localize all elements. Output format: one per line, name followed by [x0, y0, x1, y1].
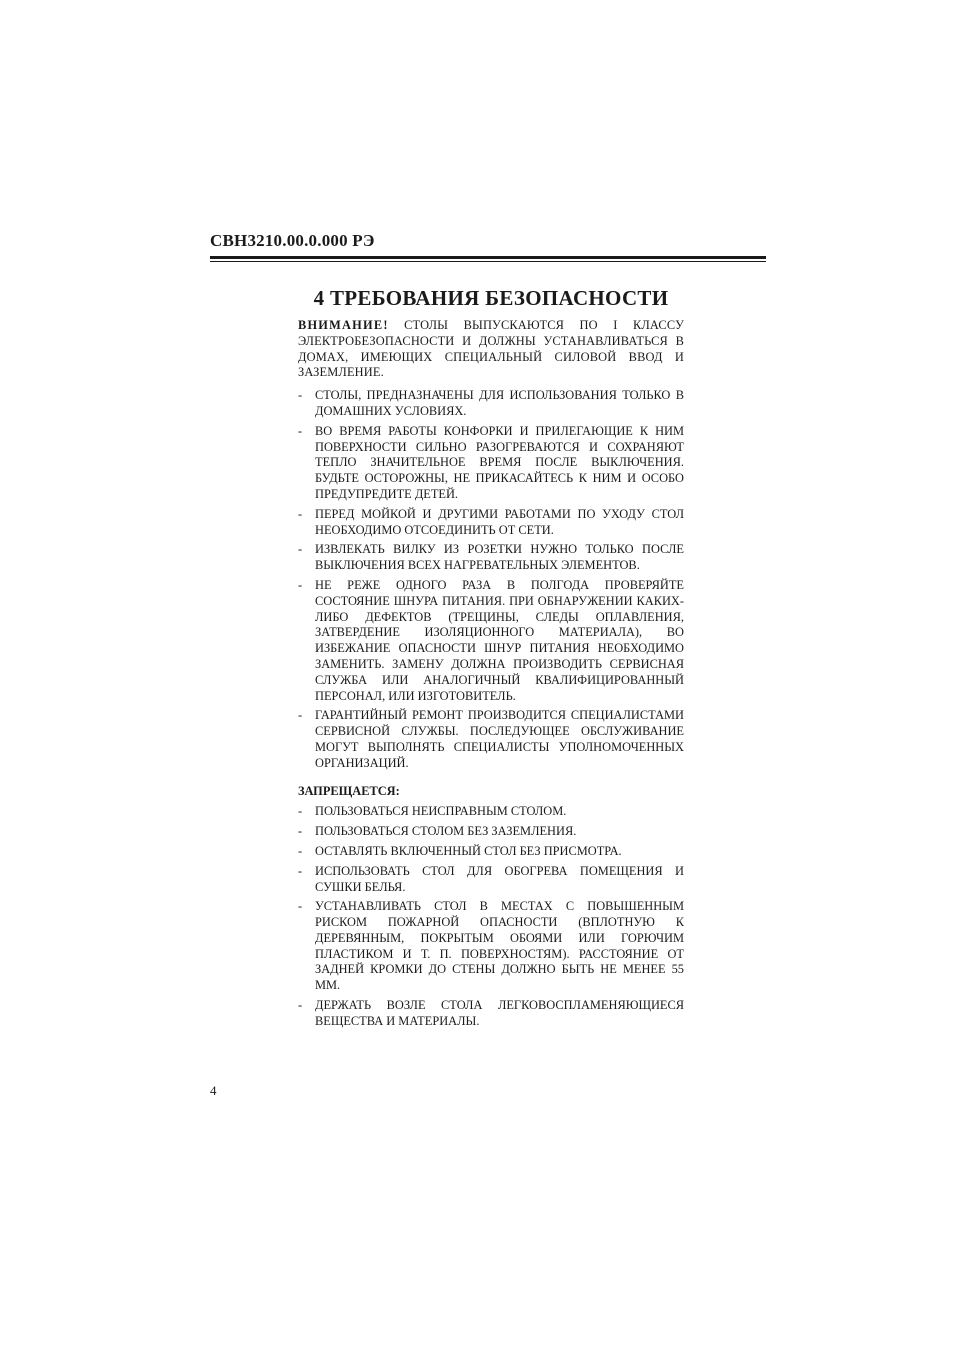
- list-item: [298, 578, 684, 704]
- document-code: СВН3210.00.0.000 РЭ: [210, 231, 375, 250]
- list-dash: -: [298, 899, 303, 914]
- list-dash: -: [298, 824, 303, 839]
- warning-paragraph: [298, 318, 684, 381]
- list-item: [298, 824, 684, 840]
- list-item: [298, 899, 684, 994]
- list-item: [298, 708, 684, 771]
- list-item-text: ГАРАНТИЙНЫЙ РЕМОНТ ПРОИЗВОДИТСЯ СПЕЦИАЛИСТАМИ СЕРВИСНОЙ СЛУЖБЫ. ПОСЛЕДУЮЩЕЕ ОБСЛУЖИВАНИЕ МОГУТ ВЫПОЛНЯТЬ СПЕЦИАЛИСТЫ УПОЛНОМОЧЕННЫХ ОРГАНИЗАЦИЙ.: [315, 708, 684, 770]
- list-dash: -: [298, 708, 303, 723]
- forbidden-heading: ЗАПРЕЩАЕТСЯ:: [298, 783, 400, 798]
- list-dash: -: [298, 863, 303, 878]
- list-item: [298, 507, 684, 539]
- list-item-text: ОСТАВЛЯТЬ ВКЛЮЧЕННЫЙ СТОЛ БЕЗ ПРИСМОТРА.: [315, 843, 622, 858]
- list-item: [298, 424, 684, 503]
- list-dash: -: [298, 423, 303, 438]
- list-item-text: ДЕРЖАТЬ ВОЗЛЕ СТОЛА ЛЕГКОВОСПЛАМЕНЯЮЩИЕСЯ ВЕЩЕСТВА И МАТЕРИАЛЫ.: [315, 998, 684, 1028]
- warning-text: СТОЛЫ ВЫПУСКАЮТСЯ ПО I КЛАССУ ЭЛЕКТРОБЕЗОПАСНОСТИ И ДОЛЖНЫ УСТАНАВЛИВАТЬСЯ В ДОМАХ, ИМЕЮЩИХ СПЕЦИАЛЬНЫЙ СИЛОВОЙ ВВОД И ЗАЗЕМЛЕНИЕ.: [298, 318, 684, 380]
- list-item: [298, 844, 684, 860]
- list-item-text: ИСПОЛЬЗОВАТЬ СТОЛ ДЛЯ ОБОГРЕВА ПОМЕЩЕНИЯ И СУШКИ БЕЛЬЯ.: [315, 863, 684, 894]
- header-rule-thin: [210, 261, 766, 262]
- list-item: [298, 864, 684, 896]
- list-item: [298, 998, 684, 1030]
- list-item-text: УСТАНАВЛИВАТЬ СТОЛ В МЕСТАХ С ПОВЫШЕННЫМ РИСКОМ ПОЖАРНОЙ ОПАСНОСТИ (ВПЛОТНУЮ К ДЕРЕВЯННЫМ, ПОКРЫТЫМ ОБОЯМИ ИЛИ ГОРЮЧИМ ПЛАСТИКОМ И Т. П. ПОВЕРХНОСТЯМ). РАССТОЯНИЕ ОТ ЗАДНЕЙ КРОМКИ ДО СТЕНЫ ДОЛЖНО БЫТЬ НЕ МЕНЕЕ 55 ММ.: [315, 899, 684, 993]
- requirements-list: [298, 388, 684, 771]
- section-title: 4 ТРЕБОВАНИЯ БЕЗОПАСНОСТИ: [313, 286, 669, 310]
- page-number: 4: [210, 1083, 217, 1098]
- list-item-text: НЕ РЕЖЕ ОДНОГО РАЗА В ПОЛГОДА ПРОВЕРЯЙТЕ СОСТОЯНИЕ ШНУРА ПИТАНИЯ. ПРИ ОБНАРУЖЕНИИ КАКИХ-ЛИБО ДЕФЕКТОВ (ТРЕЩИНЫ, СЛЕДЫ ОПЛАВЛЕНИЯ, ЗАТВЕРДЕНИЕ ИЗОЛЯЦИОННОГО МАТЕРИАЛА), ВО ИЗБЕЖАНИЕ ОПАСНОСТИ ШНУР ПИТАНИЯ НЕОБХОДИМО ЗАМЕНИТЬ. ЗАМЕНУ ДОЛЖНА ПРОИЗВОДИТЬ СЕРВИСНАЯ СЛУЖБА ИЛИ АНАЛОГИЧНЫЙ КВАЛИФИЦИРОВАННЫЙ ПЕРСОНАЛ, ИЛИ ИЗГОТОВИТЕЛЬ.: [315, 577, 684, 703]
- list-dash: -: [298, 506, 303, 521]
- warning-label: ВНИМАНИЕ!: [298, 318, 389, 332]
- list-dash: -: [298, 998, 303, 1013]
- list-dash: -: [298, 804, 303, 819]
- section-content: [298, 318, 684, 1034]
- list-item: [298, 542, 684, 574]
- list-dash: -: [298, 388, 303, 403]
- list-dash: -: [298, 843, 303, 858]
- header-rule-thick: [210, 256, 766, 259]
- list-dash: -: [298, 542, 303, 557]
- list-dash: -: [298, 577, 303, 592]
- list-item: [298, 388, 684, 420]
- list-item-text: ПЕРЕД МОЙКОЙ И ДРУГИМИ РАБОТАМИ ПО УХОДУ СТОЛ НЕОБХОДИМО ОТСОЕДИНИТЬ ОТ СЕТИ.: [315, 506, 684, 537]
- list-item-text: ВО ВРЕМЯ РАБОТЫ КОНФОРКИ И ПРИЛЕГАЮЩИЕ К НИМ ПОВЕРХНОСТИ СИЛЬНО РАЗОГРЕВАЮТСЯ И СОХРАНЯЮТ ТЕПЛО ЗНАЧИТЕЛЬНОЕ ВРЕМЯ ПОСЛЕ ВЫКЛЮЧЕНИЯ. БУДЬТЕ ОСТОРОЖНЫ, НЕ ПРИКАСАЙТЕСЬ К НИМ И ОСОБО ПРЕДУПРЕДИТЕ ДЕТЕЙ.: [315, 423, 684, 501]
- list-item-text: ПОЛЬЗОВАТЬСЯ СТОЛОМ БЕЗ ЗАЗЕМЛЕНИЯ.: [315, 824, 577, 839]
- list-item-text: СТОЛЫ, ПРЕДНАЗНАЧЕНЫ ДЛЯ ИСПОЛЬЗОВАНИЯ ТОЛЬКО В ДОМАШНИХ УСЛОВИЯХ.: [315, 388, 684, 418]
- forbidden-list: [298, 804, 684, 1029]
- list-item: [298, 804, 684, 820]
- list-item-text: ПОЛЬЗОВАТЬСЯ НЕИСПРАВНЫМ СТОЛОМ.: [315, 804, 567, 819]
- list-item-text: ИЗВЛЕКАТЬ ВИЛКУ ИЗ РОЗЕТКИ НУЖНО ТОЛЬКО ПОСЛЕ ВЫКЛЮЧЕНИЯ ВСЕХ НАГРЕВАТЕЛЬНЫХ ЭЛЕМЕНТОВ.: [315, 542, 684, 573]
